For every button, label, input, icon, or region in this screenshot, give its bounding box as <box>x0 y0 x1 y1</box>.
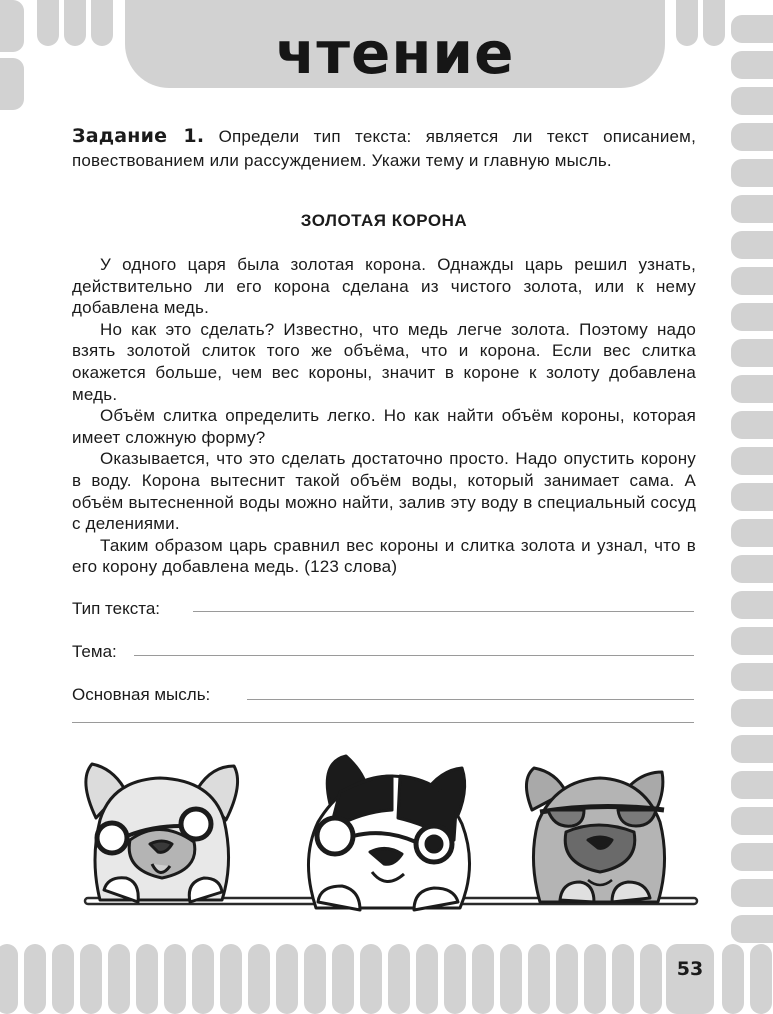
edge-tab <box>640 944 662 1014</box>
edge-tab <box>731 375 773 403</box>
edge-tab <box>248 944 270 1014</box>
edge-tab <box>731 699 773 727</box>
edge-tab <box>192 944 214 1014</box>
edge-tab <box>91 0 113 46</box>
story-paragraph: Объём слитка определить легко. Но как найти объём короны, которая имеет сложную форму? <box>72 406 696 447</box>
edge-tab <box>64 0 86 46</box>
edge-tab <box>731 339 773 367</box>
edge-tab <box>731 87 773 115</box>
topic-label: Тема: <box>72 642 117 661</box>
edge-tab <box>556 944 578 1014</box>
page-number: 53 <box>676 958 704 980</box>
story-text <box>72 254 696 578</box>
topic-answer-line[interactable] <box>134 655 694 656</box>
story-paragraph: Таким образом царь сравнил вес короны и слитка золота и узнал, что в его корону добавлена медь. (123 слова) <box>72 535 696 577</box>
edge-tab <box>750 944 772 1014</box>
edge-tab <box>731 519 773 547</box>
edge-tab <box>731 195 773 223</box>
edge-tab <box>37 0 59 46</box>
edge-tab <box>731 591 773 619</box>
edge-tab <box>500 944 522 1014</box>
edge-tab <box>731 411 773 439</box>
edge-tab <box>0 0 24 52</box>
edge-tab <box>584 944 606 1014</box>
main-idea-answer-line-2[interactable] <box>72 722 694 723</box>
bulldog-pied-icon <box>308 756 469 910</box>
edge-tab <box>0 944 18 1014</box>
edge-tab <box>0 58 24 110</box>
edge-tab <box>731 51 773 79</box>
edge-tab <box>731 303 773 331</box>
edge-tab <box>731 663 773 691</box>
page-title: чтение <box>275 19 515 87</box>
edge-tab <box>472 944 494 1014</box>
bulldogs-illustration <box>0 740 773 940</box>
edge-tab <box>528 944 550 1014</box>
edge-tab <box>731 447 773 475</box>
edge-tab <box>703 0 725 46</box>
edge-tab <box>444 944 466 1014</box>
story-paragraph: Но как это сделать? Известно, что медь легче золота. Поэтому надо взять золотой слиток того же объёма, что и корона. Если вес слитка окажется больше, чем вес короны, значит в короне к золоту добавлена медь. <box>72 319 696 404</box>
edge-tab <box>108 944 130 1014</box>
edge-tab <box>220 944 242 1014</box>
bulldog-light-icon <box>86 764 238 902</box>
bulldog-gray-icon <box>526 768 664 902</box>
edge-tab <box>731 15 773 43</box>
text-type-label: Тип текста: <box>72 599 161 618</box>
edge-tab <box>731 267 773 295</box>
story-paragraph: Оказывается, что это сделать достаточно просто. Надо опустить корону в воду. Корона вытеснит такой объём воды, который занимает сама. А объём вытесненной воды можно найти, залив эту воду в специальный сосуд с делениями. <box>72 449 696 534</box>
edge-tab <box>731 159 773 187</box>
edge-tab <box>52 944 74 1014</box>
task-block <box>72 124 696 173</box>
edge-tab <box>731 555 773 583</box>
edge-tab <box>731 627 773 655</box>
edge-tab <box>80 944 102 1014</box>
story-title: ЗОЛОТАЯ КОРОНА <box>300 211 468 230</box>
edge-tab <box>304 944 326 1014</box>
text-type-answer-line[interactable] <box>193 611 694 612</box>
edge-tab <box>416 944 438 1014</box>
edge-tab <box>731 123 773 151</box>
edge-tab <box>388 944 410 1014</box>
story-paragraph: У одного царя была золотая корона. Однажды царь решил узнать, действительно ли его корона сделана из чистого золота, или к нему добавлена медь. <box>72 255 696 318</box>
main-idea-answer-line[interactable] <box>247 699 694 700</box>
edge-tab <box>276 944 298 1014</box>
main-idea-label: Основная мысль: <box>72 685 211 704</box>
edge-tab <box>164 944 186 1014</box>
edge-tab <box>722 944 744 1014</box>
task-label: Задание 1. <box>72 125 205 147</box>
edge-tab <box>612 944 634 1014</box>
edge-tab <box>731 231 773 259</box>
edge-tab <box>332 944 354 1014</box>
task-instruction: Определи тип текста: является ли текст описанием, повествованием или рассуждением. Укажи тему и главную мысль. <box>72 127 696 170</box>
edge-tab <box>24 944 46 1014</box>
edge-tab <box>731 483 773 511</box>
edge-tab <box>136 944 158 1014</box>
edge-tab <box>360 944 382 1014</box>
edge-tab <box>676 0 698 46</box>
